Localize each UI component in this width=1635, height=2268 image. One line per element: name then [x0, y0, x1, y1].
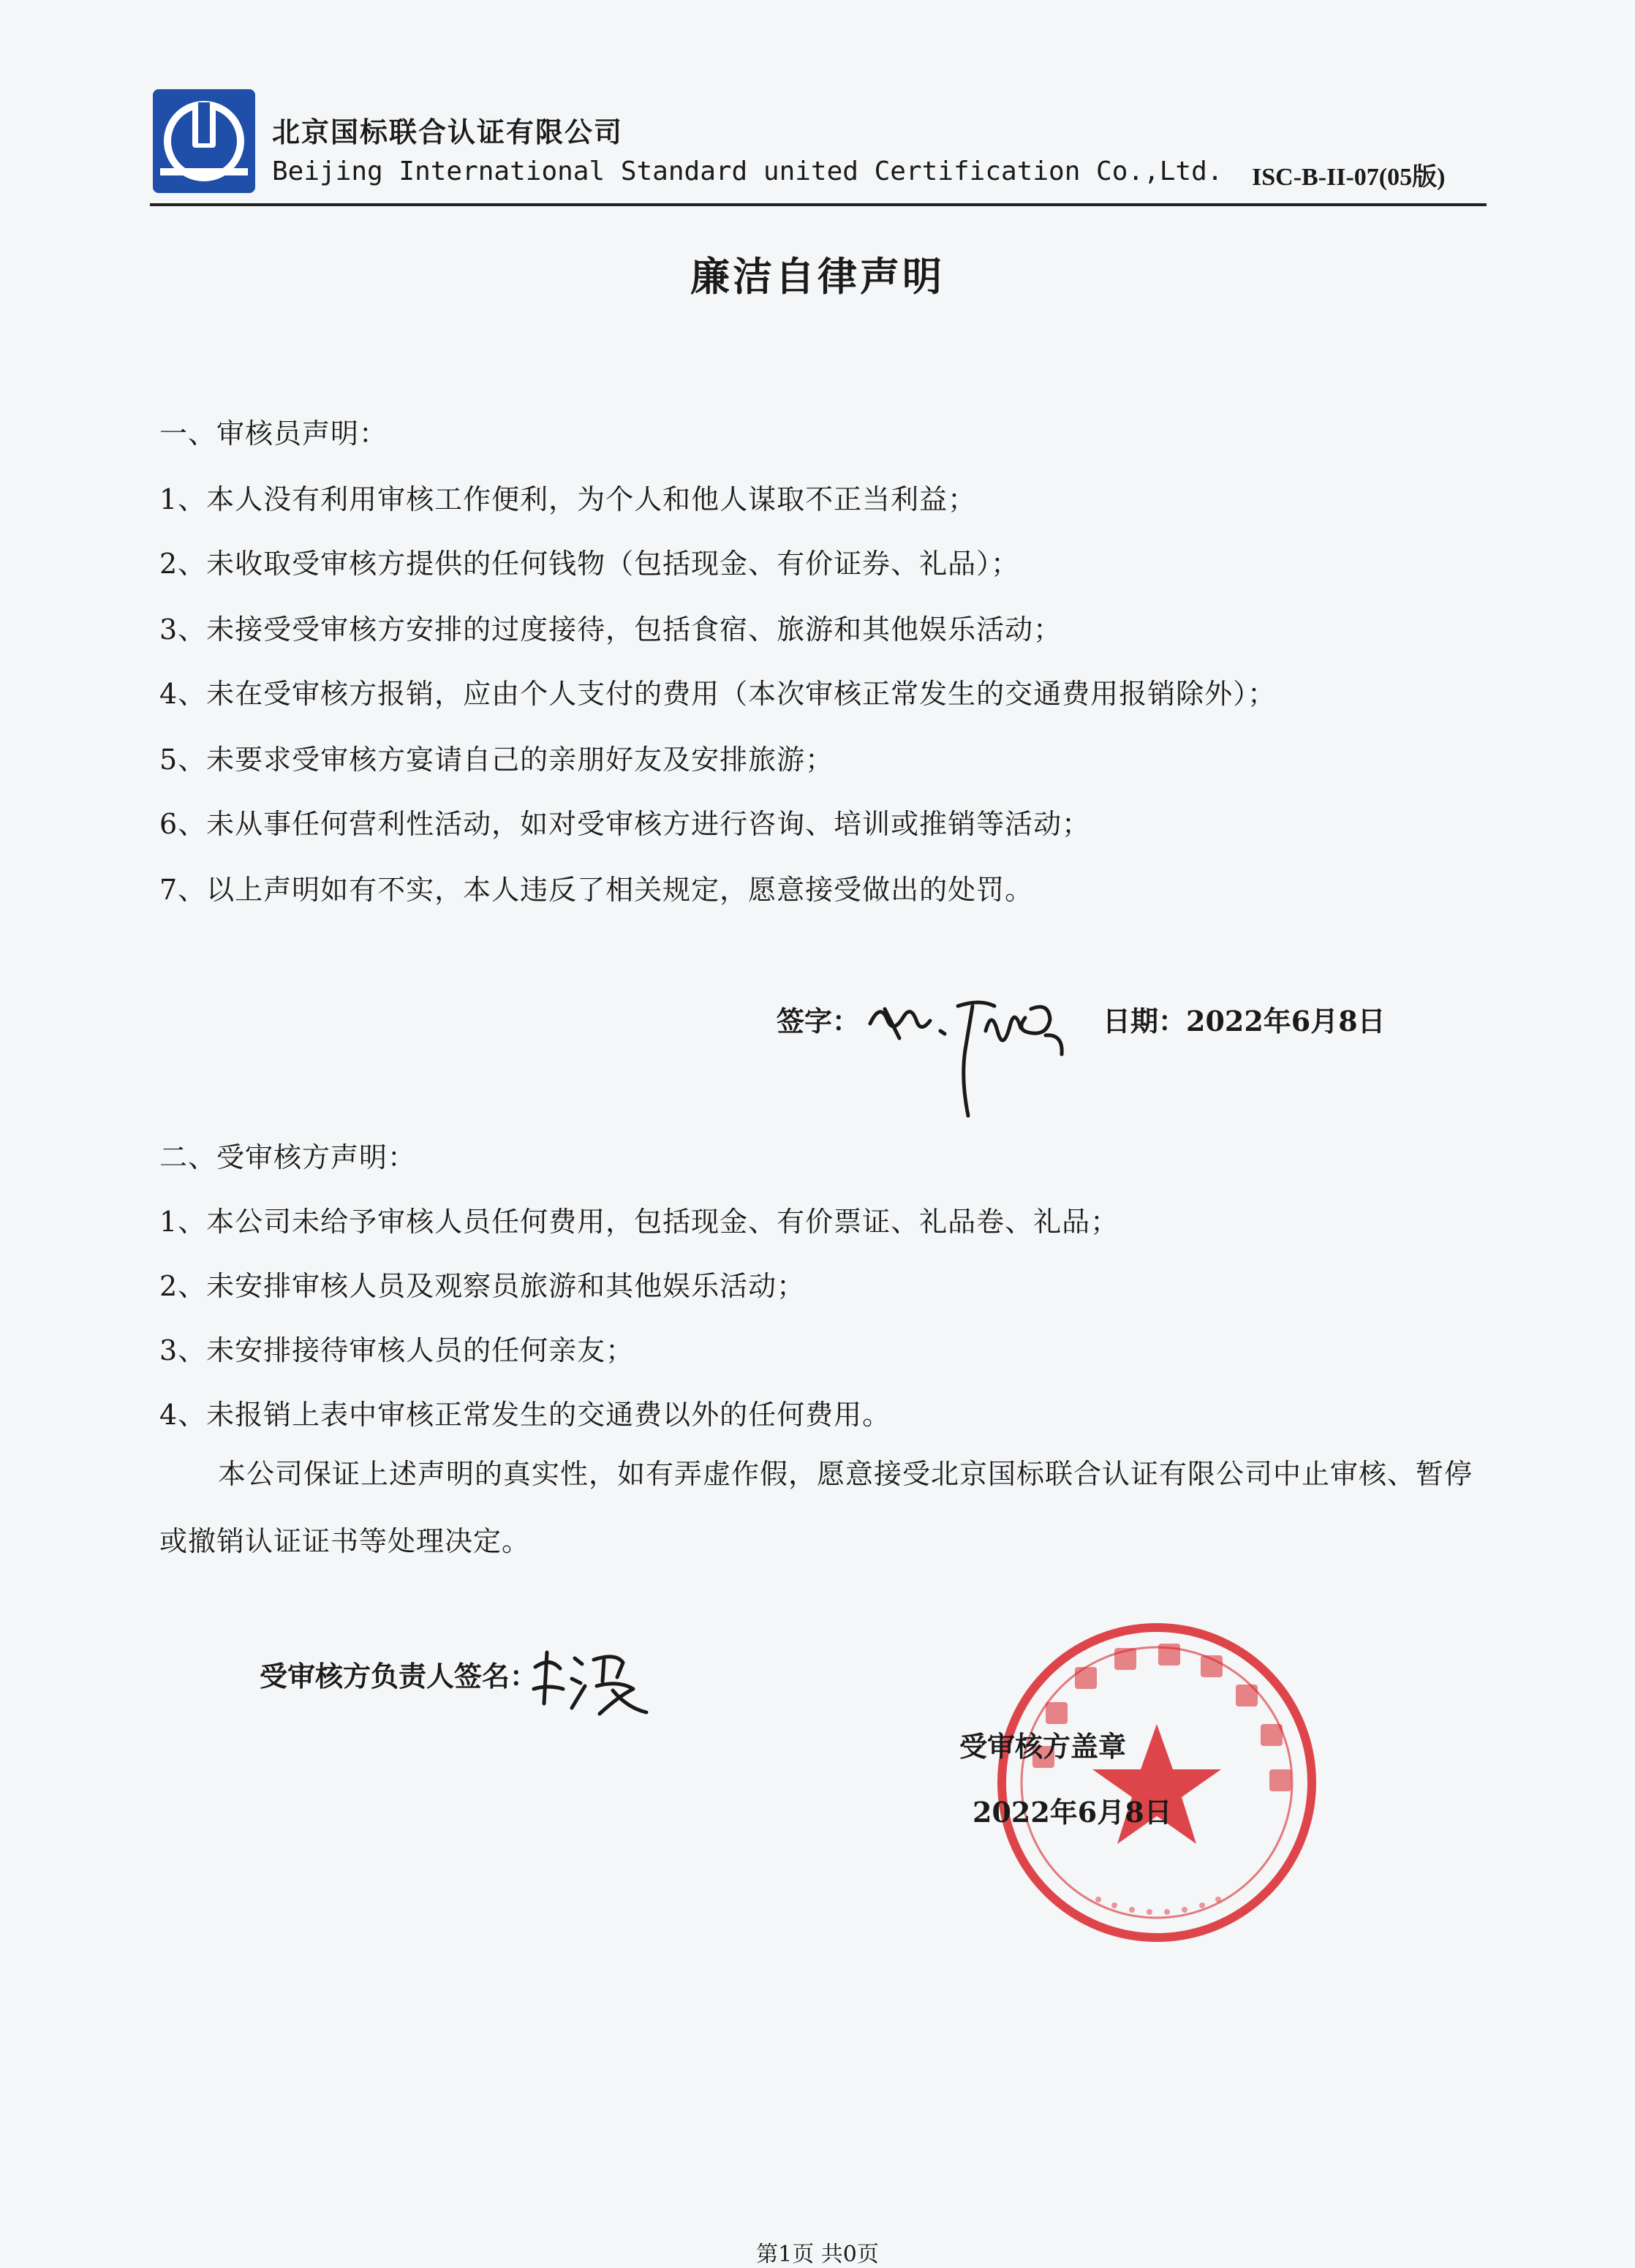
auditor-item: 1、本人没有利用审核工作便利，为个人和他人谋取不正当利益；	[159, 483, 977, 515]
page-footer: 第1页 共0页	[756, 2242, 879, 2267]
auditor-item: 4、未在受审核方报销，应由个人支付的费用（本次审核正常发生的交通费用报销除外）；	[159, 678, 1277, 710]
guarantee-text: 本公司保证上述声明的真实性，如有弄虚作假，愿意接受北京国标联合认证有限公司中止审核、暂停或撤销认证证书等处理决定。	[159, 1458, 1473, 1557]
company-seal-icon	[989, 1614, 1325, 1951]
auditee-handwritten-signature	[528, 1638, 652, 1718]
auditor-item: 2、未收取受审核方提供的任何钱物（包括现金、有价证券、礼品）；	[159, 548, 1020, 580]
auditee-item: 3、未安排接待审核人员的任何亲友；	[159, 1334, 635, 1367]
document-title: 廉洁自律声明	[690, 253, 945, 300]
company-name-en: Beijing International Standard united Certification Co.,Ltd.	[272, 156, 1223, 186]
auditee-signer-label: 受审核方负责人签名：	[260, 1660, 538, 1693]
auditor-handwritten-signature	[863, 980, 1082, 1141]
guarantee-paragraph	[159, 1440, 1498, 1575]
document-code: ISC-B-II-07(05版)	[1252, 164, 1446, 191]
auditee-item: 2、未安排审核人员及观察员旅游和其他娱乐活动；	[159, 1270, 806, 1302]
company-name-cn: 北京国标联合认证有限公司	[272, 116, 624, 148]
auditee-item: 4、未报销上表中审核正常发生的交通费以外的任何费用。	[159, 1399, 891, 1431]
header-divider	[150, 203, 1487, 206]
auditee-section-heading: 二、受审核方声明：	[159, 1141, 417, 1173]
auditor-item: 7、以上声明如有不实，本人违反了相关规定，愿意接受做出的处罚。	[159, 874, 1034, 906]
seal-date: 2022年6月8日	[973, 1796, 1172, 1829]
auditor-sign-date: 日期：2022年6月8日	[1103, 1005, 1386, 1037]
auditor-signature-label: 签字：	[777, 1005, 861, 1037]
auditor-section-heading: 一、审核员声明：	[159, 417, 388, 450]
auditee-item: 1、本公司未给予审核人员任何费用，包括现金、有价票证、礼品卷、礼品；	[159, 1206, 1119, 1238]
seal-label: 受审核方盖章	[959, 1730, 1127, 1763]
company-logo-icon	[150, 86, 258, 196]
auditor-item: 6、未从事任何营利性活动，如对受审核方进行咨询、培训或推销等活动；	[159, 808, 1091, 840]
auditor-item: 3、未接受受审核方安排的过度接待，包括食宿、旅游和其他娱乐活动；	[159, 613, 1062, 646]
auditor-item: 5、未要求受审核方宴请自己的亲朋好友及安排旅游；	[159, 744, 834, 776]
